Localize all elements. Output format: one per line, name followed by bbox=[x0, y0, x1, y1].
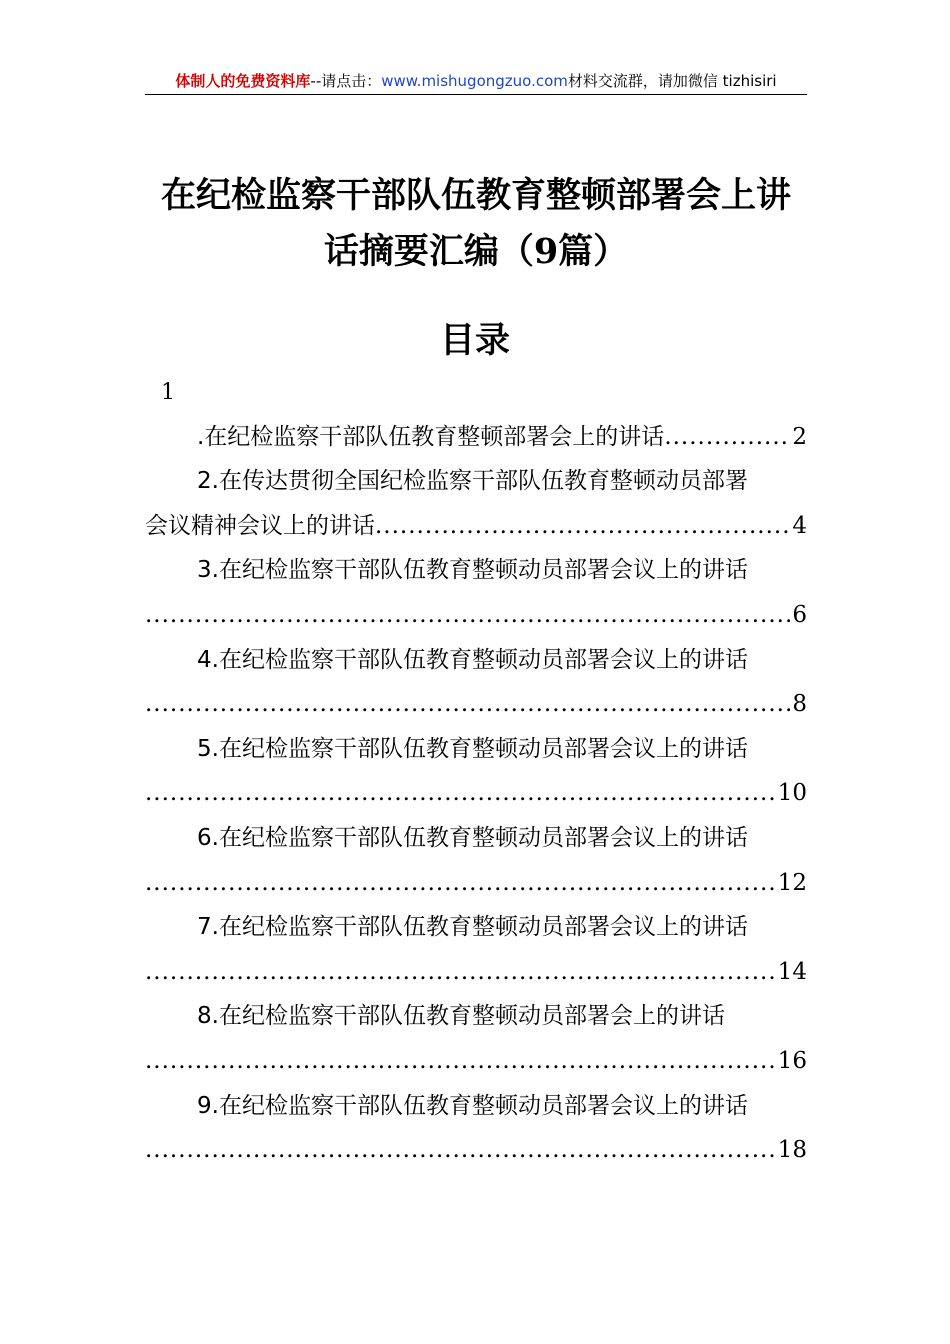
table-of-contents bbox=[145, 370, 807, 1173]
toc-item-5-page-row[interactable] bbox=[145, 771, 807, 816]
toc-item-3-page-row[interactable] bbox=[145, 593, 807, 638]
toc-item-1-text: .在纪检监察干部队伍教育整顿部署会上的讲话 bbox=[197, 423, 665, 450]
toc-leader-dots bbox=[145, 1128, 776, 1173]
toc-item-7-text: 7.在纪检监察干部队伍教育整顿动员部署会议上的讲话 bbox=[197, 914, 748, 941]
header-link[interactable]: www.mishugongzuo.com bbox=[381, 72, 568, 90]
toc-item-1-number: 1 bbox=[161, 380, 175, 405]
toc-item-9-page-row[interactable] bbox=[145, 1128, 807, 1173]
toc-item-9-text: 9.在纪检监察干部队伍教育整顿动员部署会议上的讲话 bbox=[197, 1092, 748, 1119]
toc-item-5-page: 10 bbox=[777, 780, 807, 807]
toc-item-3-title-row[interactable] bbox=[145, 548, 807, 593]
toc-leader-dots bbox=[145, 950, 776, 995]
toc-leader-dots bbox=[145, 682, 790, 727]
toc-item-5-text: 5.在纪检监察干部队伍教育整顿动员部署会议上的讲话 bbox=[197, 735, 748, 762]
toc-item-4-text: 4.在纪检监察干部队伍教育整顿动员部署会议上的讲话 bbox=[197, 646, 748, 673]
toc-item-3-text: 3.在纪检监察干部队伍教育整顿动员部署会议上的讲话 bbox=[197, 557, 748, 584]
toc-leader-dots bbox=[145, 1039, 776, 1084]
toc-item-2-text-line-2: 会议精神会议上的讲话 bbox=[145, 512, 375, 539]
toc-item-8-page-row[interactable] bbox=[145, 1039, 807, 1084]
toc-item-2-page: 4 bbox=[792, 512, 807, 539]
toc-item-9-page: 18 bbox=[777, 1137, 807, 1164]
toc-leader-dots bbox=[145, 771, 776, 816]
toc-item-3-page: 6 bbox=[792, 601, 807, 628]
header-prompt: --请点击： bbox=[310, 72, 382, 90]
toc-item-7-title-row[interactable] bbox=[145, 905, 807, 950]
toc-item-2-text-line-1: 2.在传达贯彻全国纪检监察干部队伍教育整顿动员部署 bbox=[197, 468, 748, 495]
toc-item-8-text: 8.在纪检监察干部队伍教育整顿动员部署会上的讲话 bbox=[197, 1003, 725, 1030]
toc-item-7-page-row[interactable] bbox=[145, 950, 807, 995]
toc-item-7-page: 14 bbox=[777, 958, 807, 985]
toc-item-2-line-1[interactable] bbox=[145, 459, 807, 504]
toc-item-1[interactable] bbox=[145, 415, 807, 460]
toc-item-4-title-row[interactable] bbox=[145, 638, 807, 683]
toc-item-6-page: 12 bbox=[777, 869, 807, 896]
toc-item-2-line-2[interactable] bbox=[145, 504, 807, 549]
title-line-2: 话摘要汇编（9篇） bbox=[323, 231, 629, 272]
toc-leader-dots bbox=[145, 861, 776, 906]
toc-item-6-text: 6.在纪检监察干部队伍教育整顿动员部署会议上的讲话 bbox=[197, 824, 748, 851]
toc-leader-dots bbox=[375, 504, 790, 549]
toc-item-6-page-row[interactable] bbox=[145, 861, 807, 906]
toc-item-6-title-row[interactable] bbox=[145, 816, 807, 861]
page-header bbox=[145, 68, 807, 95]
toc-leader-dots bbox=[664, 415, 790, 460]
toc-item-1-page: 2 bbox=[792, 423, 807, 450]
title-line-1: 在纪检监察干部队伍教育整顿部署会上讲 bbox=[160, 175, 791, 216]
document-title bbox=[145, 168, 807, 280]
toc-leader-dots bbox=[145, 593, 790, 638]
toc-item-4-page: 8 bbox=[792, 691, 807, 718]
toc-item-1-number-row bbox=[145, 370, 807, 415]
toc-heading: 目录 bbox=[439, 320, 510, 361]
toc-item-8-page: 16 bbox=[777, 1047, 807, 1074]
header-site-name: 体制人的免费资料库 bbox=[175, 72, 311, 90]
header-note: 材料交流群，请加微信 tizhisiri bbox=[567, 72, 777, 90]
toc-item-5-title-row[interactable] bbox=[145, 727, 807, 772]
toc-item-4-page-row[interactable] bbox=[145, 682, 807, 727]
toc-item-8-title-row[interactable] bbox=[145, 994, 807, 1039]
toc-item-9-title-row[interactable] bbox=[145, 1084, 807, 1129]
